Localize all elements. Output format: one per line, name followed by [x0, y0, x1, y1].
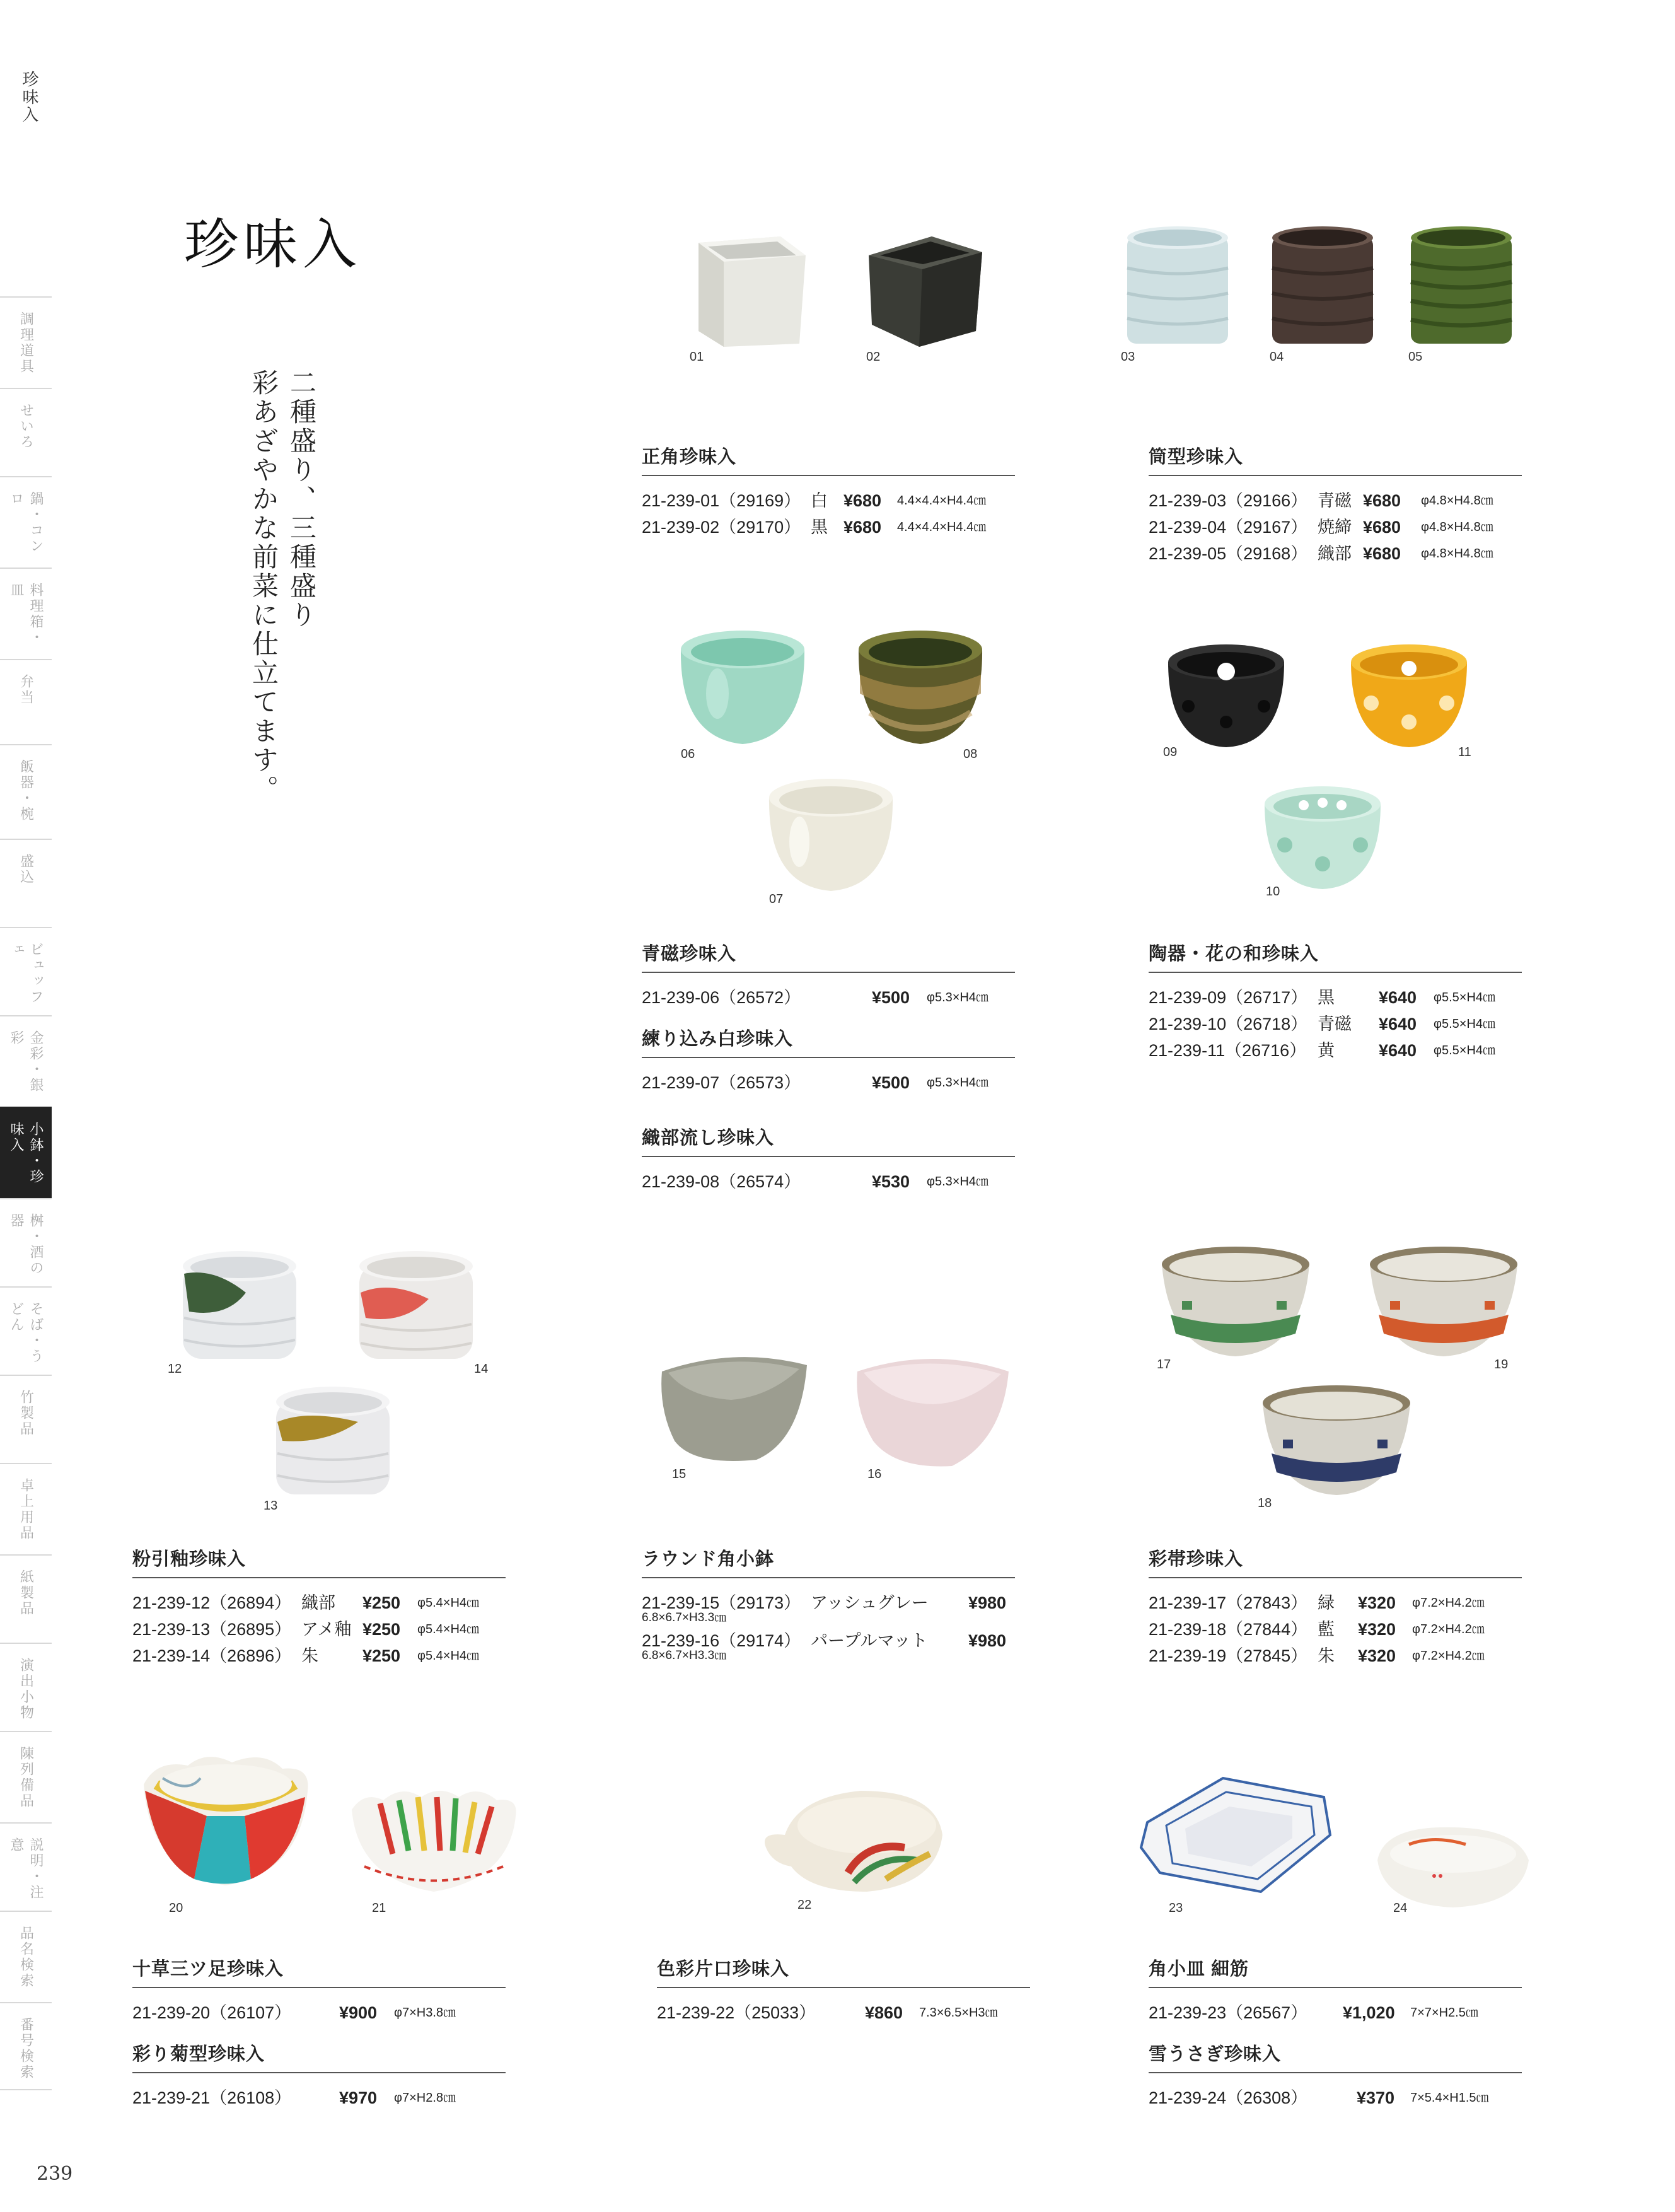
product-row	[642, 1590, 1015, 1616]
product-code: 21-239-04（29167）	[1149, 518, 1308, 537]
product-size: φ7.2×H4.2㎝	[1412, 1649, 1485, 1663]
sidebar-tab-label: 飯器・椀	[18, 759, 34, 822]
product-price: ¥250	[362, 1620, 401, 1639]
product-name: 青磁珍味入	[642, 940, 1015, 973]
sidebar-tab-label: 説明・注意	[8, 1837, 43, 1901]
product-variant: 織部	[1318, 544, 1352, 563]
product-size: φ7×H3.8㎝	[394, 2006, 456, 2020]
product-price: ¥320	[1358, 1646, 1396, 1665]
product-variant: 焼締	[1318, 518, 1352, 537]
product-code: 21-239-06（26572）	[642, 988, 801, 1007]
product-code: 21-239-07（26573）	[642, 1073, 801, 1092]
product-price: ¥860	[865, 2003, 903, 2022]
sidebar-tab-props[interactable]	[0, 1643, 52, 1731]
product-code: 21-239-14（26896）	[132, 1646, 292, 1665]
product-code: 21-239-11（26716）	[1149, 1041, 1307, 1060]
product-number: 14	[474, 1362, 489, 1376]
sidebar-tab-name-search[interactable]	[0, 1911, 52, 2002]
product-price: ¥980	[968, 1631, 1007, 1650]
product-row	[1149, 540, 1522, 567]
product-variant: 白	[811, 491, 828, 510]
product-number: 17	[1157, 1358, 1171, 1371]
sidebar-tab-bamboo[interactable]	[0, 1375, 52, 1463]
product-image-24	[1371, 1816, 1535, 1915]
product-price: ¥970	[339, 2088, 378, 2107]
product-price: ¥680	[1363, 544, 1401, 563]
product-name: ラウンド角小鉢	[642, 1545, 1015, 1578]
product-number: 21	[372, 1901, 386, 1915]
sidebar-tab-label: 桝・酒の器	[8, 1213, 43, 1276]
product-group-13	[1149, 1955, 1522, 2111]
product-image-08	[851, 624, 990, 761]
sidebar-tab-food-boxes[interactable]	[0, 568, 52, 659]
product-price: ¥680	[843, 491, 882, 510]
product-price: ¥320	[1358, 1620, 1396, 1639]
product-number: 20	[169, 1901, 183, 1915]
product-number: 24	[1393, 1901, 1408, 1915]
product-price: ¥1,020	[1343, 2003, 1395, 2022]
product-row	[642, 1069, 1015, 1096]
tagline-line-2: 彩あざやかな前菜に仕立てます。	[248, 369, 279, 804]
sidebar-tab-notes[interactable]	[0, 1822, 52, 1911]
product-size: 4.4×4.4×H4.4㎝	[897, 520, 987, 534]
product-number: 16	[867, 1467, 882, 1481]
product-row	[642, 514, 1015, 540]
product-size: φ5.3×H4㎝	[927, 1076, 989, 1090]
product-variant: アメ釉	[301, 1620, 352, 1639]
product-code: 21-239-02（29170）	[642, 518, 801, 537]
product-code: 21-239-22（25033）	[657, 2003, 816, 2022]
product-size: φ5.3×H4㎝	[927, 1175, 989, 1189]
product-variant: 藍	[1318, 1620, 1335, 1639]
product-name: 十草三ツ足珍味入	[132, 1955, 506, 1988]
product-name: 彩帯珍味入	[1149, 1545, 1522, 1578]
product-size: 6.8×6.7×H3.3㎝	[642, 1649, 727, 1662]
product-variant: 黒	[1318, 988, 1335, 1007]
product-price: ¥980	[968, 1593, 1007, 1612]
product-code: 21-239-24（26308）	[1149, 2088, 1308, 2107]
product-image-14	[353, 1249, 489, 1376]
product-number: 23	[1169, 1901, 1183, 1915]
product-image-20	[137, 1747, 314, 1915]
product-row	[642, 1168, 1015, 1195]
product-row	[657, 2000, 1030, 2026]
product-group-7	[132, 1545, 506, 1669]
product-variant: 青磁	[1318, 491, 1352, 510]
product-code: 21-239-15（29173）	[642, 1593, 801, 1612]
product-size: φ5.5×H4㎝	[1434, 1017, 1496, 1031]
product-price: ¥250	[362, 1593, 401, 1612]
product-image-01	[686, 224, 812, 364]
product-image-13	[264, 1384, 396, 1513]
product-number: 06	[681, 747, 695, 761]
product-size: 4.4×4.4×H4.4㎝	[897, 494, 987, 508]
product-number: 05	[1408, 350, 1423, 364]
product-price: ¥640	[1379, 1015, 1417, 1033]
sidebar-tab-cooking-tools[interactable]	[0, 296, 52, 388]
product-image-19	[1365, 1245, 1522, 1371]
category-label: 珍味入	[20, 71, 38, 124]
sidebar-tab-rice-bowls[interactable]	[0, 744, 52, 839]
sidebar-tab-label: 鍋・コンロ	[8, 491, 43, 554]
product-image-09	[1163, 637, 1289, 759]
product-number: 04	[1270, 350, 1284, 364]
sidebar-tab-tabletop[interactable]	[0, 1463, 52, 1554]
sidebar-tab-label: 演出小物	[18, 1658, 34, 1721]
sidebar-tab-bento[interactable]	[0, 659, 52, 744]
product-size: φ5.4×H4㎝	[417, 1622, 480, 1636]
product-row	[1149, 1011, 1522, 1037]
product-code: 21-239-21（26108）	[132, 2088, 292, 2107]
product-number: 10	[1266, 885, 1280, 899]
product-row	[132, 2085, 506, 2111]
sidebar-tab-label: 弁当	[18, 674, 34, 706]
sidebar-tab-display[interactable]	[0, 1731, 52, 1822]
product-price: ¥680	[1363, 491, 1401, 510]
product-variant: 朱	[301, 1646, 318, 1665]
sidebar-tab-buffet[interactable]	[0, 927, 52, 1015]
product-row	[132, 2000, 506, 2026]
sidebar-tab-label: 竹製品	[18, 1390, 34, 1437]
tagline-line-1: 二種盛り、三種盛り	[286, 369, 317, 630]
product-row	[1149, 514, 1522, 540]
product-price: ¥900	[339, 2003, 378, 2022]
sidebar-tab-seiro[interactable]	[0, 388, 52, 476]
product-image-02	[862, 224, 988, 364]
product-code: 21-239-23（26567）	[1149, 2003, 1308, 2022]
product-number: 09	[1163, 745, 1178, 759]
product-row	[1149, 1643, 1522, 1669]
product-size: φ5.4×H4㎝	[417, 1649, 480, 1663]
product-size: 7×7×H2.5㎝	[1410, 2006, 1478, 2020]
product-row	[1149, 487, 1522, 514]
product-image-03	[1121, 224, 1234, 364]
product-image-21	[345, 1784, 522, 1915]
product-code: 21-239-10（26718）	[1149, 1015, 1308, 1033]
product-size: 6.8×6.7×H3.3㎝	[642, 1611, 727, 1624]
product-size: φ5.5×H4㎝	[1434, 991, 1496, 1004]
product-code: 21-239-13（26895）	[132, 1620, 292, 1639]
product-number: 02	[866, 350, 881, 364]
sidebar-tab-pots[interactable]	[0, 476, 52, 568]
sidebar-tab-small-bowls[interactable]	[0, 1107, 52, 1198]
product-price: ¥320	[1358, 1593, 1396, 1612]
product-number: 08	[963, 747, 978, 761]
product-row	[1149, 1037, 1522, 1064]
product-price: ¥370	[1357, 2088, 1395, 2107]
product-code: 21-239-08（26574）	[642, 1172, 801, 1191]
product-image-07	[762, 772, 900, 906]
product-image-11	[1346, 637, 1472, 759]
sidebar-tab-label: 品名検索	[18, 1926, 34, 1989]
product-code: 21-239-03（29166）	[1149, 491, 1308, 510]
product-size: φ5.5×H4㎝	[1434, 1044, 1496, 1057]
product-price: ¥640	[1379, 1041, 1417, 1060]
sidebar-tab-label: 紙製品	[18, 1569, 34, 1617]
product-group-9	[1149, 1545, 1522, 1669]
product-code: 21-239-17（27843）	[1149, 1593, 1308, 1612]
product-price: ¥500	[872, 988, 910, 1007]
sidebar-tab-gold-silver[interactable]	[0, 1015, 52, 1107]
sidebar-tab-label: 陳列備品	[18, 1746, 34, 1809]
product-group-8	[642, 1545, 1015, 1665]
product-group-1	[642, 443, 1015, 540]
product-number: 15	[672, 1467, 687, 1481]
product-name: 練り込み白珍味入	[642, 1025, 1015, 1058]
product-number: 22	[797, 1898, 812, 1912]
product-number: 11	[1458, 745, 1471, 759]
product-size: 7.3×6.5×H3㎝	[919, 2006, 998, 2020]
product-row	[642, 487, 1015, 514]
product-size: φ4.8×H4.8㎝	[1421, 547, 1493, 561]
sidebar-tab-label: 卓上用品	[18, 1478, 34, 1541]
product-row	[1149, 2000, 1522, 2026]
product-name: 雪うさぎ珍味入	[1149, 2040, 1522, 2073]
product-size: φ5.4×H4㎝	[417, 1596, 480, 1610]
sidebar-tab-sake-ware[interactable]	[0, 1198, 52, 1286]
sidebar-tab-label: せいろ	[18, 403, 34, 450]
product-price: ¥680	[1363, 518, 1401, 537]
sidebar-tab-label: そば・うどん	[8, 1301, 43, 1365]
product-name: 筒型珍味入	[1149, 443, 1522, 476]
product-group-2	[1149, 443, 1522, 567]
product-code: 21-239-09（26717）	[1149, 988, 1308, 1007]
product-image-22	[760, 1772, 949, 1912]
product-price: ¥680	[843, 518, 882, 537]
product-row	[132, 1616, 506, 1643]
product-image-16	[851, 1346, 1015, 1481]
product-number: 01	[690, 350, 704, 364]
product-code: 21-239-01（29169）	[642, 491, 801, 510]
product-price: ¥500	[872, 1073, 910, 1092]
sidebar-tab-label: 盛込	[18, 854, 34, 885]
sidebar-tab-label: 金彩・銀彩	[8, 1030, 43, 1093]
product-row	[132, 1590, 506, 1616]
page-title: 珍味入	[184, 213, 362, 276]
product-image-23	[1135, 1766, 1336, 1915]
product-price: ¥640	[1379, 988, 1417, 1007]
product-variant: 黒	[811, 518, 828, 537]
product-group-10	[132, 1955, 506, 2111]
product-name: 彩り菊型珍味入	[132, 2040, 506, 2073]
product-size: φ7.2×H4.2㎝	[1412, 1596, 1485, 1610]
product-variant: パープルマット	[811, 1631, 928, 1650]
product-group-12	[657, 1955, 1030, 2026]
product-name: 角小皿 細筋	[1149, 1955, 1522, 1988]
product-name: 織部流し珍味入	[642, 1124, 1015, 1157]
sidebar-tab-label: 番号検索	[18, 2017, 34, 2080]
product-size: φ4.8×H4.8㎝	[1421, 520, 1493, 534]
product-number: 19	[1494, 1358, 1509, 1371]
product-number: 07	[769, 892, 784, 906]
product-code: 21-239-18（27844）	[1149, 1620, 1308, 1639]
product-variant: 青磁	[1318, 1015, 1352, 1033]
product-code: 21-239-20（26107）	[132, 2003, 292, 2022]
product-image-04	[1266, 224, 1379, 364]
sidebar-tab-soba-udon[interactable]	[0, 1286, 52, 1375]
product-code: 21-239-05（29168）	[1149, 544, 1308, 563]
product-row	[1149, 984, 1522, 1011]
product-size: φ7.2×H4.2㎝	[1412, 1622, 1485, 1636]
product-code: 21-239-16（29174）	[642, 1631, 801, 1650]
page-number: 239	[37, 2163, 73, 2185]
sidebar-tab-number-search[interactable]	[0, 2002, 52, 2090]
sidebar-tab-platters[interactable]	[0, 839, 52, 927]
product-name: 正角珍味入	[642, 443, 1015, 476]
sidebar-tab-paper[interactable]	[0, 1554, 52, 1643]
product-row	[642, 984, 1015, 1011]
product-name: 粉引釉珍味入	[132, 1545, 506, 1578]
product-row	[1149, 1616, 1522, 1643]
product-name: 色彩片口珍味入	[657, 1955, 1030, 1988]
product-variant: アッシュグレー	[811, 1593, 929, 1612]
product-size: φ5.3×H4㎝	[927, 991, 989, 1004]
sidebar-tab-label: 調理道具	[18, 311, 34, 375]
product-row	[1149, 1590, 1522, 1616]
sidebar-tab-label: ビュッフェ	[8, 942, 43, 1005]
product-price: ¥250	[362, 1646, 401, 1665]
product-image-12	[168, 1249, 303, 1376]
product-size: 7×5.4×H1.5㎝	[1410, 2091, 1489, 2105]
product-number: 13	[264, 1499, 278, 1513]
product-size: φ7×H2.8㎝	[394, 2091, 456, 2105]
sidebar-tab-label: 小鉢・珍味入	[8, 1122, 43, 1185]
product-price: ¥530	[872, 1172, 910, 1191]
sidebar-tab-label: 料理箱・皿	[8, 583, 43, 646]
product-number: 18	[1258, 1496, 1272, 1510]
product-size: φ4.8×H4.8㎝	[1421, 494, 1493, 508]
product-group-3	[642, 940, 1015, 1195]
product-code: 21-239-19（27845）	[1149, 1646, 1308, 1665]
product-image-06	[673, 624, 812, 761]
product-variant: 黄	[1318, 1041, 1335, 1060]
product-row	[1149, 2085, 1522, 2111]
product-image-17	[1157, 1245, 1314, 1371]
product-variant: 織部	[301, 1593, 335, 1612]
product-image-05	[1405, 224, 1518, 364]
product-variant: 朱	[1318, 1646, 1335, 1665]
product-group-6	[1149, 940, 1522, 1064]
product-image-10	[1260, 779, 1386, 899]
product-number: 03	[1121, 350, 1135, 364]
product-row	[132, 1643, 506, 1669]
product-name: 陶器・花の和珍味入	[1149, 940, 1522, 973]
product-code: 21-239-12（26894）	[132, 1593, 292, 1612]
product-number: 12	[168, 1362, 182, 1376]
product-variant: 緑	[1318, 1593, 1335, 1612]
product-image-15	[656, 1346, 813, 1481]
product-row	[642, 1627, 1015, 1654]
product-image-18	[1258, 1384, 1415, 1510]
